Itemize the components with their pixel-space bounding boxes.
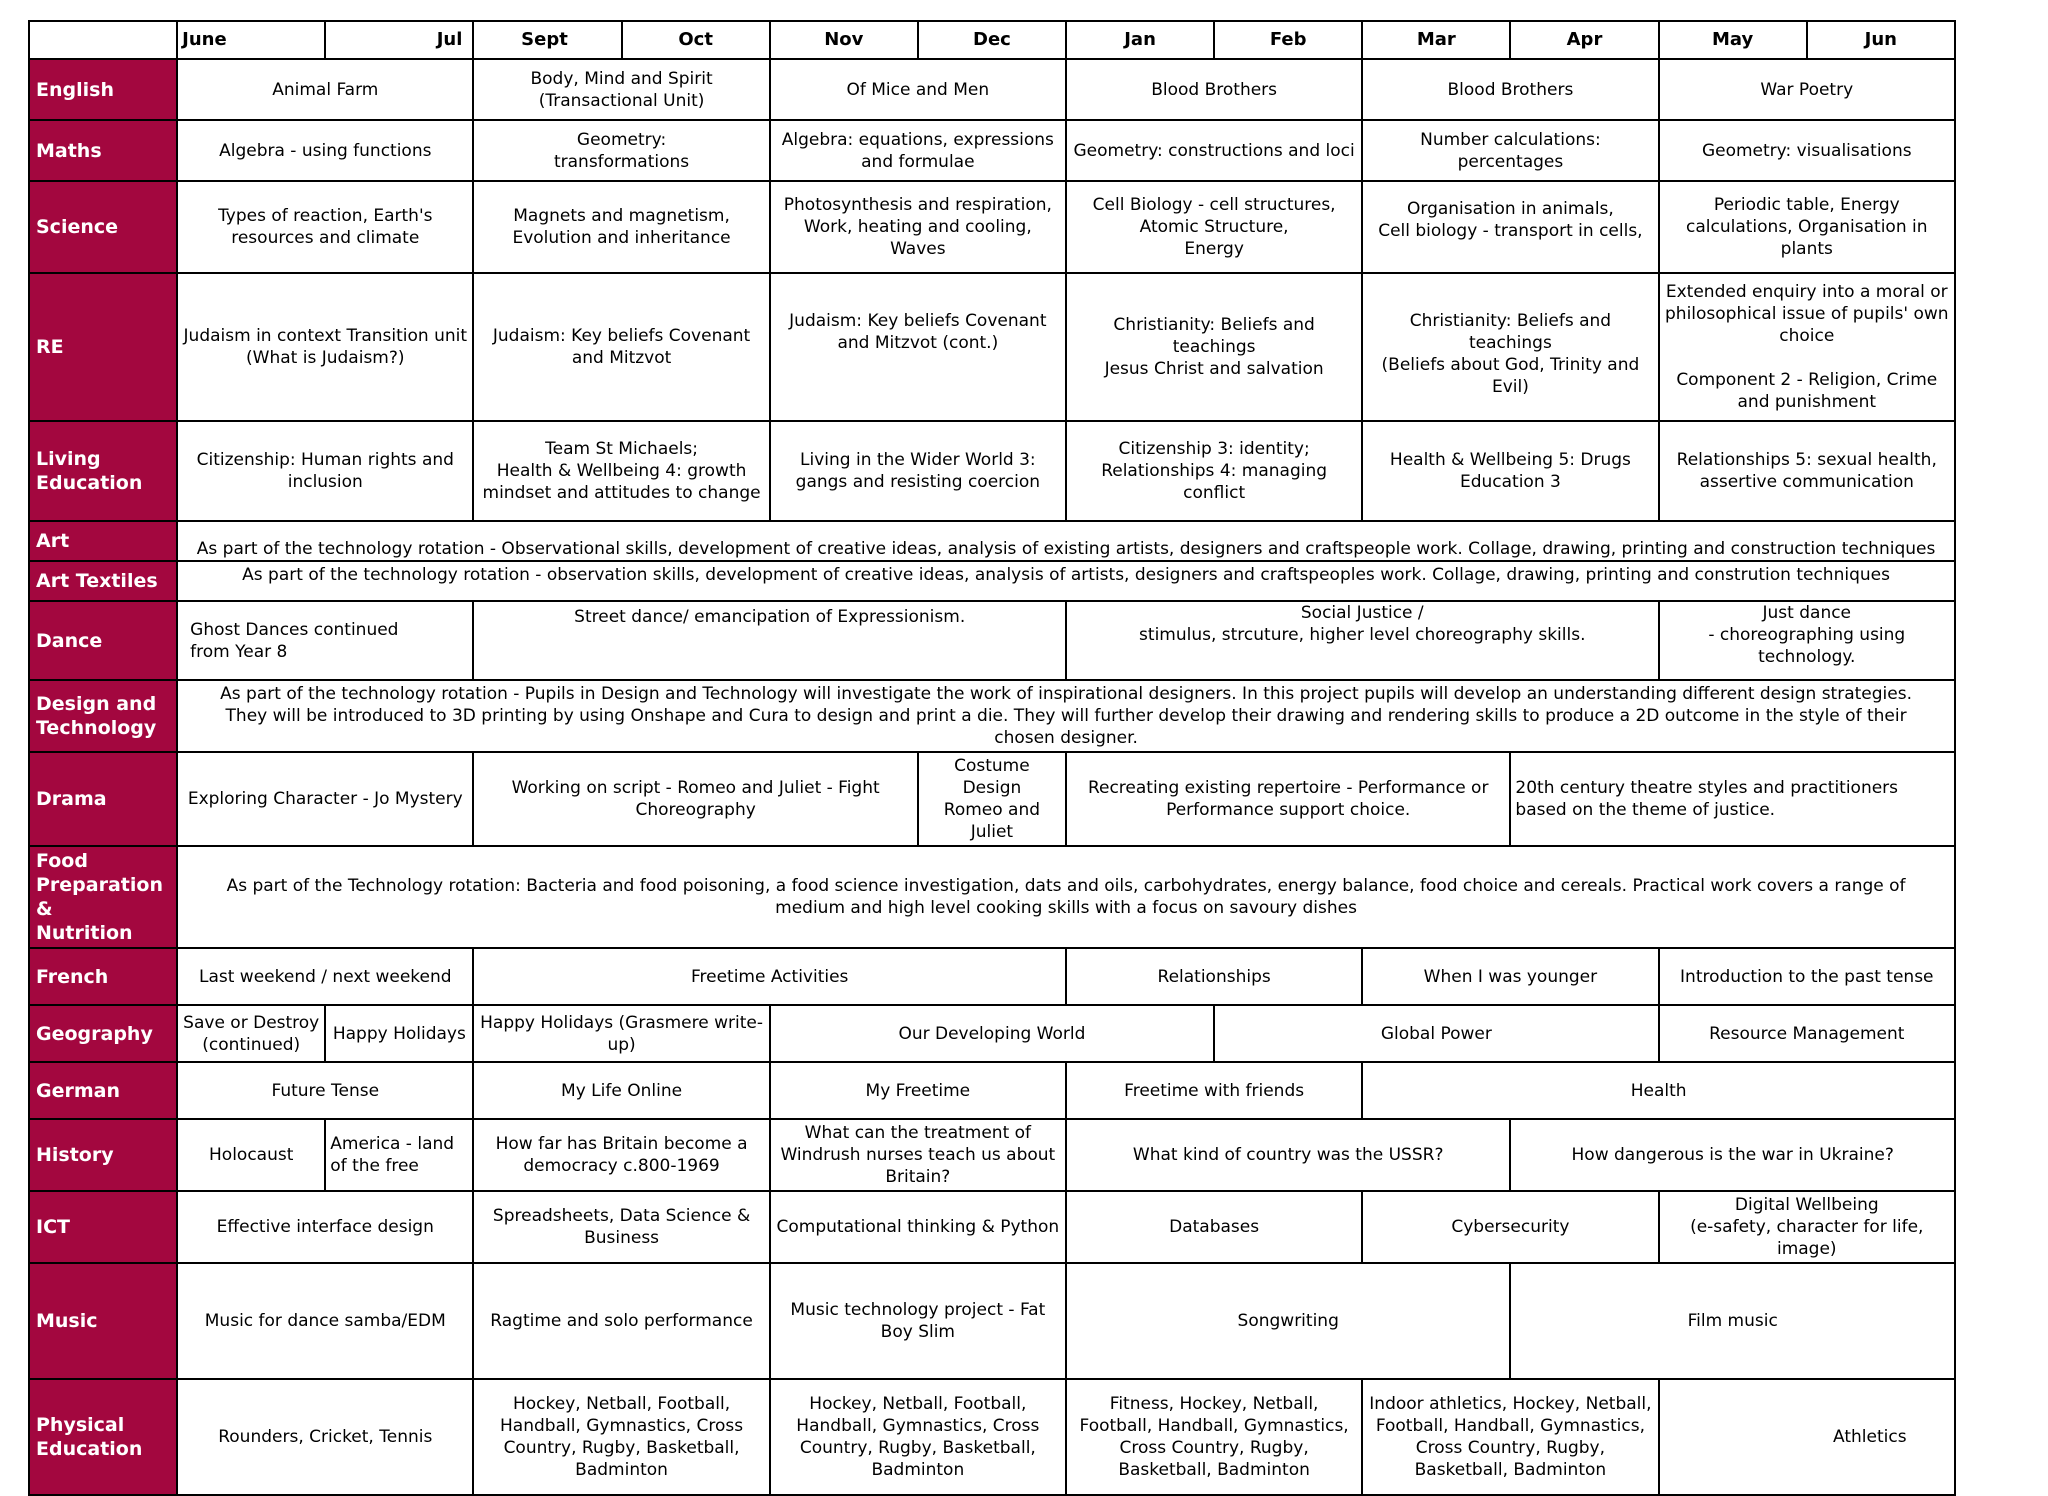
topic-cell: Music for dance samba/EDM <box>177 1263 473 1379</box>
topic-cell: Athletics <box>1659 1379 1955 1495</box>
row-geography <box>29 1005 1955 1062</box>
subject-label-line: Nutrition <box>36 922 133 944</box>
topic-cell: Film music <box>1510 1263 1955 1379</box>
row-german <box>29 1062 1955 1119</box>
topic-line: transformations <box>553 151 690 172</box>
topic-cell <box>1066 421 1362 521</box>
month-header-row <box>29 21 1955 59</box>
topic-line: Judaism in context Transition unit <box>183 326 468 346</box>
topic-line: Cell biology - transport in cells, <box>1378 221 1643 241</box>
topic-cell: Freetime with friends <box>1066 1062 1362 1119</box>
subject-label: Art Textiles <box>29 561 177 601</box>
topic-cell: My Freetime <box>770 1062 1066 1119</box>
topic-line: (e-safety, character for life, image) <box>1690 1217 1924 1259</box>
topic-line: Cell Biology - cell structures, <box>1092 195 1336 215</box>
subject-label <box>29 421 177 521</box>
topic-cell: Recreating existing repertoire - Performance or Performance support choice. <box>1066 752 1510 846</box>
month-header: Feb <box>1214 21 1362 59</box>
topic-cell: Songwriting <box>1066 1263 1510 1379</box>
month-header: Dec <box>918 21 1066 59</box>
row-science <box>29 181 1955 273</box>
topic-cell: As part of the technology rotation - Observational skills, development of creative ideas, analysis of existing artists, designers and craftspeople work. Collage, drawing, printing and construction techniques <box>177 521 1955 561</box>
topic-cell: How far has Britain become a democracy c.800-1969 <box>473 1119 769 1191</box>
topic-cell: As part of the Technology rotation: Bacteria and food poisoning, a food science investigation, dats and oils, carbohydrates, energy balance, food choice and cereals. Practical work covers a range of medium and high level cooking skills with a focus on savoury dishes <box>177 846 1955 948</box>
topic-cell: Hockey, Netball, Football, Handball, Gymnastics, Cross Country, Rugby, Basketball, Badminton <box>473 1379 769 1495</box>
topic-cell <box>473 120 769 181</box>
topic-cell <box>1362 273 1658 421</box>
topic-line: Romeo and Juliet <box>943 800 1041 842</box>
topic-cell: Holocaust <box>177 1119 325 1191</box>
topic-cell: Judaism: Key beliefs Covenant and Mitzvot <box>473 273 769 421</box>
topic-cell: Street dance/ emancipation of Expressionism. <box>473 601 1066 680</box>
corner-cell <box>29 21 177 59</box>
topic-cell: Relationships <box>1066 948 1362 1005</box>
topic-cell <box>1659 601 1955 680</box>
topic-line: Energy <box>1184 239 1244 259</box>
month-header: Apr <box>1510 21 1658 59</box>
topic-cell: Geometry: visualisations <box>1659 120 1955 181</box>
topic-line: Organisation in animals, <box>1407 199 1614 219</box>
topic-cell: Hockey, Netball, Football, Handball, Gymnastics, Cross Country, Rugby, Basketball, Badminton <box>770 1379 1066 1495</box>
subject-label: ICT <box>29 1191 177 1263</box>
topic-cell: What kind of country was the USSR? <box>1066 1119 1510 1191</box>
topic-cell: What can the treatment of Windrush nurses teach us about Britain? <box>770 1119 1066 1191</box>
topic-cell: Computational thinking & Python <box>770 1191 1066 1263</box>
topic-line: - choreographing using technology. <box>1708 625 1906 667</box>
topic-line: Education 3 <box>1459 472 1561 492</box>
topic-cell: Freetime Activities <box>473 948 1066 1005</box>
month-header: May <box>1659 21 1807 59</box>
subject-label: Drama <box>29 752 177 846</box>
topic-cell <box>1659 1191 1955 1263</box>
topic-cell <box>177 273 473 421</box>
topic-cell: Exploring Character - Jo Mystery <box>177 752 473 846</box>
topic-cell: Indoor athletics, Hockey, Netball, Football, Handball, Gymnastics, Cross Country, Rugby, Basketball, Badminton <box>1362 1379 1658 1495</box>
topic-cell <box>1362 421 1658 521</box>
topic-cell: Happy Holidays <box>325 1005 473 1062</box>
topic-cell: Geometry: constructions and loci <box>1066 120 1362 181</box>
topic-cell: Living in the Wider World 3: gangs and resisting coercion <box>770 421 1066 521</box>
topic-line: Citizenship 3: identity; <box>1118 439 1310 459</box>
month-header: Nov <box>770 21 918 59</box>
subject-label: Geography <box>29 1005 177 1062</box>
row-dance <box>29 601 1955 680</box>
topic-cell <box>1066 181 1362 273</box>
topic-line: stimulus, strcuture, higher level choreography skills. <box>1139 625 1586 645</box>
row-re <box>29 273 1955 421</box>
topic-cell: Blood Brothers <box>1362 59 1658 120</box>
month-header: Oct <box>622 21 770 59</box>
topic-cell: My Life Online <box>473 1062 769 1119</box>
topic-cell <box>1066 273 1362 421</box>
subject-label <box>29 846 177 948</box>
topic-line: Component 2 - Religion, Crime and punishment <box>1676 370 1938 412</box>
topic-cell <box>1362 181 1658 273</box>
subject-label-line: Living <box>36 448 101 470</box>
topic-cell: Happy Holidays (Grasmere write-up) <box>473 1005 769 1062</box>
topic-cell: Spreadsheets, Data Science & Business <box>473 1191 769 1263</box>
topic-cell: Last weekend / next weekend <box>177 948 473 1005</box>
topic-cell: Resource Management <box>1659 1005 1955 1062</box>
row-food <box>29 846 1955 948</box>
topic-line: Just dance <box>1762 603 1852 623</box>
topic-line: Christianity: Beliefs and teachings <box>1113 315 1315 357</box>
topic-cell: Judaism: Key beliefs Covenant and Mitzvot (cont.) <box>770 273 1066 421</box>
topic-line: Health & Wellbeing 4: growth mindset and attitudes to change <box>482 461 761 503</box>
topic-cell <box>473 59 769 120</box>
subject-label: Dance <box>29 601 177 680</box>
topic-line: Team St Michaels; <box>545 439 699 459</box>
topic-line: Christianity: Beliefs and teachings <box>1409 311 1612 353</box>
topic-cell: As part of the technology rotation - Pupils in Design and Technology will investigate the work of inspirational designers. In this project pupils will develop an understanding different design strategies. They will be introduced to 3D printing by using Onshape and Cura to design and print a die. They will further develop their drawing and rendering skills to produce a 2D outcome in the style of their chosen designer. <box>177 680 1955 752</box>
topic-cell: Effective interface design <box>177 1191 473 1263</box>
subject-label-line: Food <box>36 850 88 872</box>
subject-label <box>29 1379 177 1495</box>
topic-line: Geometry: <box>576 129 667 150</box>
row-art <box>29 521 1955 561</box>
topic-cell: Working on script - Romeo and Juliet - Fight Choreography <box>473 752 917 846</box>
topic-cell: Ghost Dances continued from Year 8 <box>177 601 473 680</box>
row-design-technology <box>29 680 1955 752</box>
topic-cell: Fitness, Hockey, Netball, Football, Handball, Gymnastics, Cross Country, Rugby, Basketball, Badminton <box>1066 1379 1362 1495</box>
topic-cell: Photosynthesis and respiration, Work, heating and cooling, Waves <box>770 181 1066 273</box>
topic-cell: How dangerous is the war in Ukraine? <box>1510 1119 1955 1191</box>
topic-cell: Of Mice and Men <box>770 59 1066 120</box>
topic-cell: Number calculations: percentages <box>1362 120 1658 181</box>
subject-label <box>29 680 177 752</box>
subject-label: German <box>29 1062 177 1119</box>
row-english <box>29 59 1955 120</box>
topic-cell: Magnets and magnetism, Evolution and inheritance <box>473 181 769 273</box>
topic-cell <box>918 752 1066 846</box>
row-physical-education <box>29 1379 1955 1495</box>
topic-line: (Transactional Unit) <box>538 90 705 111</box>
month-header: Jan <box>1066 21 1214 59</box>
topic-cell: Types of reaction, Earth's resources and climate <box>177 181 473 273</box>
topic-line: Digital Wellbeing <box>1734 1195 1879 1215</box>
topic-cell: Health <box>1362 1062 1955 1119</box>
subject-label-line: Technology <box>36 717 157 739</box>
topic-line: Extended enquiry into a moral or philosophical issue of pupils' own choice <box>1665 282 1949 346</box>
subject-label: Art <box>29 521 177 561</box>
topic-cell: Cybersecurity <box>1362 1191 1658 1263</box>
topic-cell <box>1659 273 1955 421</box>
topic-cell: Periodic table, Energy calculations, Organisation in plants <box>1659 181 1955 273</box>
topic-line: Atomic Structure, <box>1139 217 1289 237</box>
topic-cell: 20th century theatre styles and practitioners based on the theme of justice. <box>1510 752 1955 846</box>
subject-label: Music <box>29 1263 177 1379</box>
topic-cell: Global Power <box>1214 1005 1658 1062</box>
curriculum-table <box>28 20 1956 1496</box>
row-drama <box>29 752 1955 846</box>
month-header: June <box>177 21 325 59</box>
topic-cell: War Poetry <box>1659 59 1955 120</box>
month-header: Jul <box>325 21 473 59</box>
topic-cell: Algebra - using functions <box>177 120 473 181</box>
topic-cell <box>473 421 769 521</box>
topic-cell: America - land of the free <box>325 1119 473 1191</box>
topic-cell: Introduction to the past tense <box>1659 948 1955 1005</box>
topic-cell: Future Tense <box>177 1062 473 1119</box>
row-french <box>29 948 1955 1005</box>
subject-label-line: Education <box>36 1438 143 1460</box>
subject-label-line: Design and <box>36 693 157 715</box>
subject-label-line: Preparation & <box>36 874 163 920</box>
topic-cell: Citizenship: Human rights and inclusion <box>177 421 473 521</box>
topic-line: (What is Judaism?) <box>246 348 405 368</box>
topic-cell: When I was younger <box>1362 948 1658 1005</box>
topic-cell: Blood Brothers <box>1066 59 1362 120</box>
topic-cell: Rounders, Cricket, Tennis <box>177 1379 473 1495</box>
row-music <box>29 1263 1955 1379</box>
row-art-textiles <box>29 561 1955 601</box>
subject-label: History <box>29 1119 177 1191</box>
subject-label: Maths <box>29 120 177 181</box>
topic-cell: As part of the technology rotation - observation skills, development of creative ideas, analysis of artists, designers and craftspeoples work. Collage, drawing, printing and constrution techniques <box>177 561 1955 601</box>
topic-line: Relationships 4: managing conflict <box>1101 461 1328 503</box>
topic-cell <box>1066 601 1659 680</box>
topic-line: (Beliefs about God, Trinity and Evil) <box>1381 355 1640 397</box>
subject-label: RE <box>29 273 177 421</box>
topic-cell: Algebra: equations, expressions and formulae <box>770 120 1066 181</box>
subject-label-line: Education <box>36 472 143 494</box>
topic-cell: Save or Destroy (continued) <box>177 1005 325 1062</box>
row-ict <box>29 1191 1955 1263</box>
topic-cell: Animal Farm <box>177 59 473 120</box>
topic-cell: Databases <box>1066 1191 1362 1263</box>
topic-line: Body, Mind and Spirit <box>530 68 713 89</box>
row-living-education <box>29 421 1955 521</box>
month-header: Jun <box>1807 21 1955 59</box>
subject-label: English <box>29 59 177 120</box>
topic-line: Costume Design <box>954 756 1030 798</box>
topic-cell: Ragtime and solo performance <box>473 1263 769 1379</box>
topic-cell: Our Developing World <box>770 1005 1214 1062</box>
topic-line: Social Justice / <box>1300 603 1424 623</box>
topic-line: Health & Wellbeing 5: Drugs <box>1389 450 1631 470</box>
subject-label: Science <box>29 181 177 273</box>
topic-cell: Music technology project - Fat Boy Slim <box>770 1263 1066 1379</box>
row-history <box>29 1119 1955 1191</box>
topic-line: Jesus Christ and salvation <box>1104 359 1324 379</box>
month-header: Mar <box>1362 21 1510 59</box>
row-maths <box>29 120 1955 181</box>
month-header: Sept <box>473 21 621 59</box>
subject-label: French <box>29 948 177 1005</box>
topic-cell: Relationships 5: sexual health, assertive communication <box>1659 421 1955 521</box>
subject-label-line: Physical <box>36 1414 125 1436</box>
